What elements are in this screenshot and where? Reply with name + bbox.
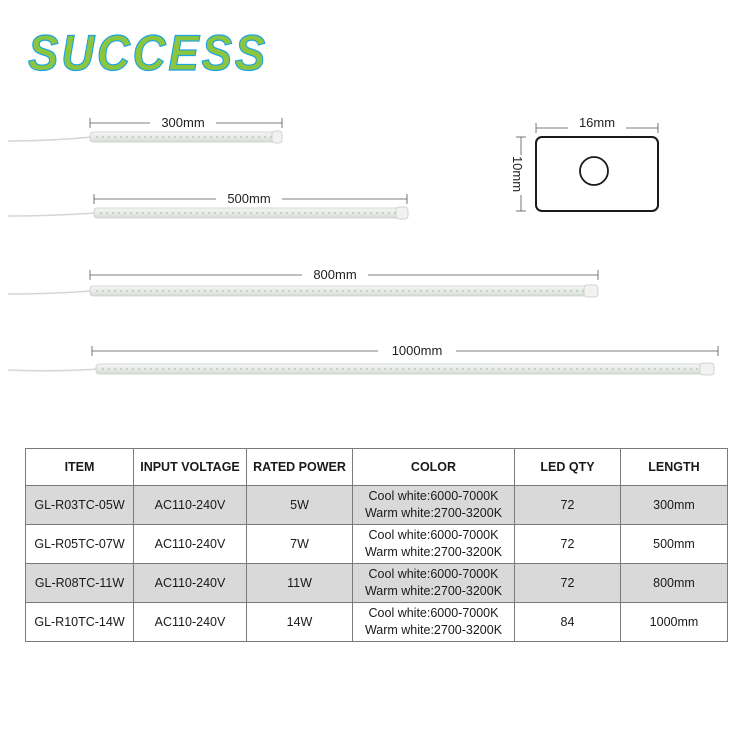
cell-led-qty: 72 [515,486,621,525]
cell-color [353,564,515,603]
table-row [26,564,728,603]
cell-item: GL-R08TC-11W [26,564,134,603]
color-warm: Warm white:2700-3200K [364,584,503,598]
table-header-row [26,449,728,486]
logo-text: SUCCESS [28,25,268,81]
table-row [26,486,728,525]
cross-section-width-label: 16mm [578,115,616,130]
color-warm: Warm white:2700-3200K [364,506,503,520]
cell-length: 300mm [621,486,728,525]
dimension-label-300: 300mm [161,115,205,130]
cell-power: 14W [247,603,353,642]
cell-power: 11W [247,564,353,603]
dimension-label-800: 800mm [313,267,357,282]
fixture-1000mm [8,342,718,375]
cell-power: 5W [247,486,353,525]
header-input-voltage: INPUT VOLTAGE [134,449,247,486]
cell-led-qty: 84 [515,603,621,642]
cell-length: 1000mm [621,603,728,642]
cell-length: 500mm [621,525,728,564]
spec-table-container [25,448,727,644]
cell-voltage: AC110-240V [134,564,247,603]
header-color: COLOR [353,449,515,486]
color-warm: Warm white:2700-3200K [364,623,503,637]
cell-color [353,525,515,564]
spec-table [25,448,728,642]
cross-section-hole [580,157,608,185]
cell-voltage: AC110-240V [134,486,247,525]
dimension-label-1000: 1000mm [391,343,443,358]
cell-voltage: AC110-240V [134,525,247,564]
table-row [26,525,728,564]
cell-item: GL-R10TC-14W [26,603,134,642]
header-led-qty: LED QTY [515,449,621,486]
fixture-300mm [8,114,282,143]
color-cool: Cool white:6000-7000K [368,489,499,503]
cell-color [353,486,515,525]
fixture-800mm [8,266,598,297]
cell-color [353,603,515,642]
header-item: ITEM [26,449,134,486]
cell-power: 7W [247,525,353,564]
color-cool: Cool white:6000-7000K [368,567,499,581]
fixture-500mm [8,190,408,219]
header-length: LENGTH [621,449,728,486]
cell-item: GL-R03TC-05W [26,486,134,525]
color-warm: Warm white:2700-3200K [364,545,503,559]
color-cool: Cool white:6000-7000K [368,528,499,542]
brand-logo [28,25,268,81]
cross-section-diagram [508,115,658,211]
dimension-label-500: 500mm [227,191,271,206]
cell-voltage: AC110-240V [134,603,247,642]
table-row [26,603,728,642]
header-rated-power: RATED POWER [247,449,353,486]
cell-length: 800mm [621,564,728,603]
cell-item: GL-R05TC-07W [26,525,134,564]
cell-led-qty: 72 [515,564,621,603]
cross-section-height-label: 10mm [510,155,525,193]
cell-led-qty: 72 [515,525,621,564]
color-cool: Cool white:6000-7000K [368,606,499,620]
